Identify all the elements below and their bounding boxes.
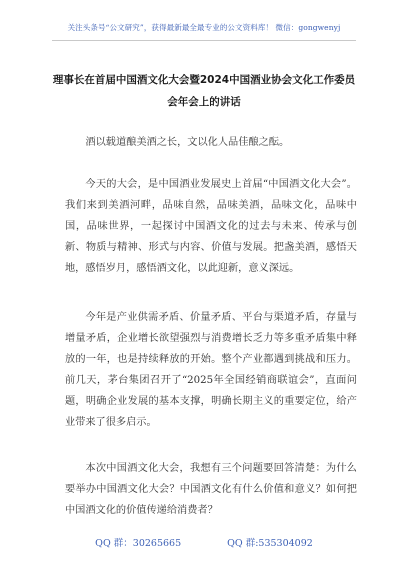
footer (0, 535, 408, 549)
footer-qq-group-left: QQ 群：30265665 (95, 538, 182, 549)
paragraph-3: 今年是产业供需矛盾、价量矛盾、平台与渠道矛盾，存量与增量矛盾，企业增长欲望强烈与消费增长乏力等多重矛盾集中释放的一年，也是持续释放的开始。整个产业都遇到挑战和压力。前几天，茅台集团召开了“2025年全国经销商联谊会”，直面问题，明确企业发展的基本支撑，明确长期主义的重要定位，给产业带来了很多启示。 (65, 312, 357, 428)
header-divider (52, 40, 356, 41)
footer-qq-group-right: QQ 群:535304092 (227, 538, 313, 549)
paragraph-2: 今天的大会，是中国酒业发展史上首届“中国酒文化大会”。我们来到美酒河畔，品味自然，品味美酒，品味文化，品味中国，品味世界，一起探讨中国酒文化的过去与未来、传承与创新、物质与精神、形式与内容、价值与发展。把盏美酒，感悟天地，感悟岁月，感悟酒文化，以此迎新，意义深远。 (65, 179, 357, 274)
document-title: 理事长在首届中国酒文化大会暨2024中国酒业协会文化工作委员会年会上的讲话 (52, 74, 356, 108)
paragraph-4: 本次中国酒文化大会，我想有三个问题要回答清楚：为什么要举办中国酒文化大会？中国酒文化有什么价值和意义？如何把中国酒文化的价值传递给消费者？ (65, 463, 357, 516)
paragraph-1: 酒以载道酿美酒之长，文以化人品佳酿之酝。 (85, 137, 290, 148)
header-note: 关注头条号“公文研究”，获得最新最全最专业的公文资料库！ 微信：gongwenyj (67, 23, 341, 32)
